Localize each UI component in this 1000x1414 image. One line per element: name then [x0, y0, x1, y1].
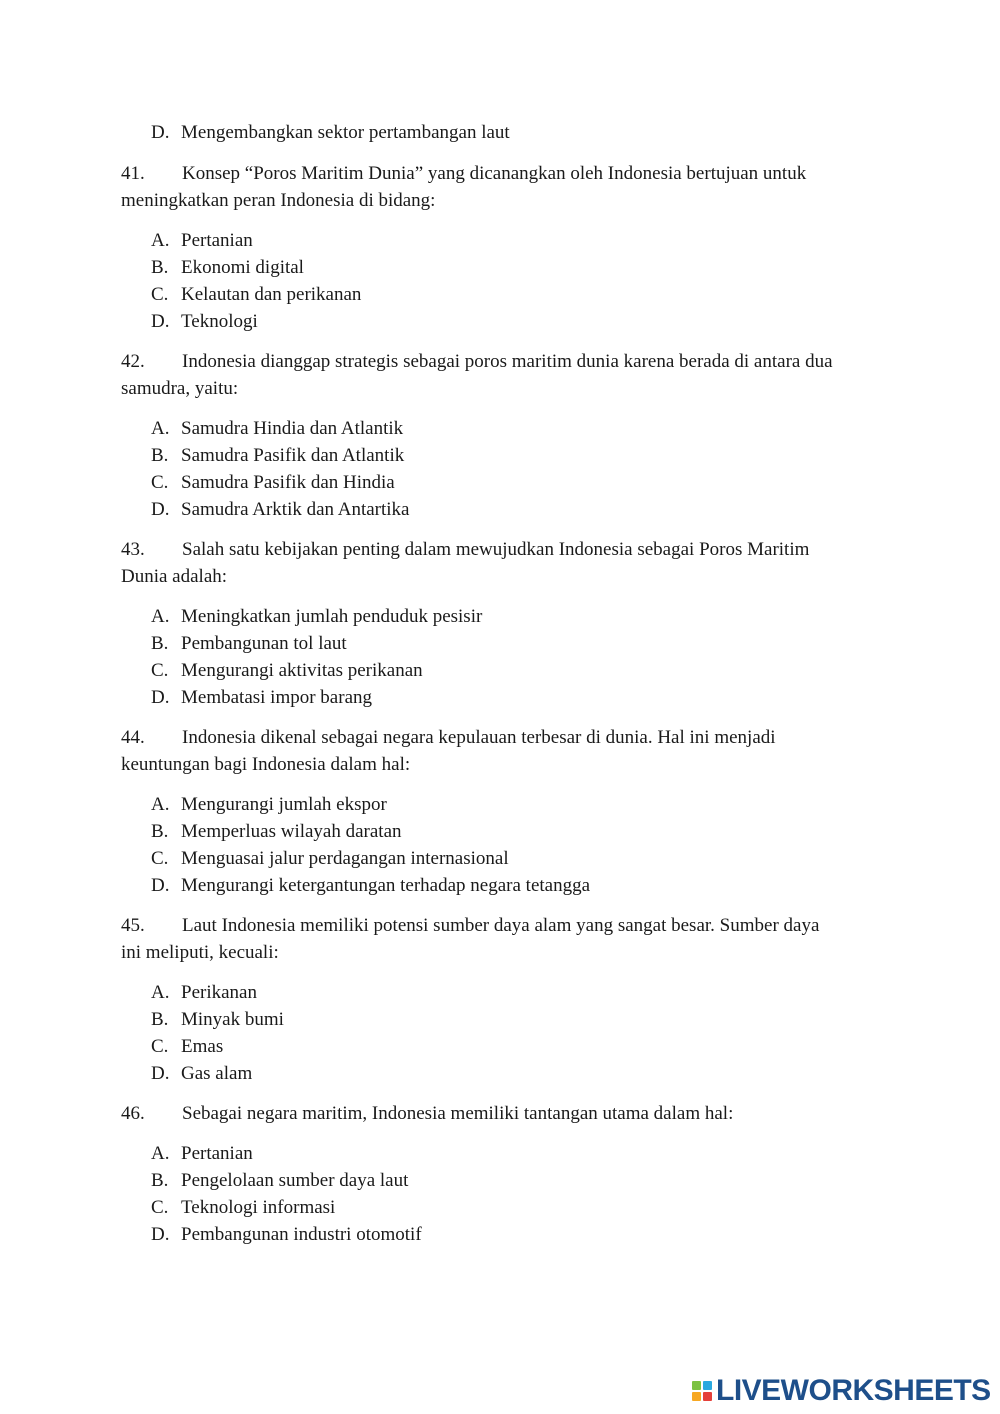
option-item [151, 982, 257, 1004]
option-letter: C. [151, 472, 169, 493]
option-text: Membatasi impor barang [181, 687, 373, 708]
question-text-line: keuntungan bagi Indonesia dalam hal: [121, 754, 411, 775]
option-text: Gas alam [181, 1063, 253, 1084]
option-item [151, 875, 590, 897]
option-text: Memperluas wilayah daratan [181, 821, 402, 842]
question-text-line: Konsep “Poros Maritim Dunia” yang dicanangkan oleh Indonesia bertujuan untuk [182, 163, 807, 184]
option-item [151, 445, 404, 467]
option-text: Mengurangi ketergantungan terhadap negara tetangga [181, 875, 591, 896]
option-letter: B. [151, 257, 169, 278]
option-letter: A. [151, 794, 170, 815]
option-text: Samudra Hindia dan Atlantik [181, 418, 404, 439]
question-number: 42. [121, 351, 145, 372]
option-letter: D. [151, 311, 170, 332]
option-text: Teknologi [181, 311, 258, 332]
question-44 [121, 724, 881, 778]
option-letter: A. [151, 982, 170, 1003]
option-item [151, 633, 347, 655]
option-letter: D. [151, 122, 170, 143]
question-text-line: Dunia adalah: [121, 566, 228, 587]
option-text: Pembangunan industri otomotif [181, 1224, 422, 1245]
option-text: Mengurangi aktivitas perikanan [181, 660, 423, 681]
option-letter: C. [151, 1197, 169, 1218]
option-letter: A. [151, 606, 170, 627]
question-42 [121, 348, 881, 402]
question-number: 41. [121, 163, 145, 184]
logo-square-icon [703, 1381, 712, 1390]
option-text: Pengelolaan sumber daya laut [181, 1170, 409, 1191]
option-text: Meningkatkan jumlah penduduk pesisir [181, 606, 483, 627]
option-text: Menguasai jalur perdagangan internasional [181, 848, 509, 869]
option-item [151, 660, 423, 682]
option-item [151, 606, 482, 628]
option-letter: D. [151, 687, 170, 708]
question-text-line: Indonesia dikenal sebagai negara kepulauan terbesar di dunia. Hal ini menjadi [182, 727, 776, 748]
option-item [151, 499, 409, 521]
option-letter: D. [151, 499, 170, 520]
option-text: Samudra Pasifik dan Atlantik [181, 445, 405, 466]
question-text-line: ini meliputi, kecuali: [121, 942, 279, 963]
question-text-line: meningkatkan peran Indonesia di bidang: [121, 190, 436, 211]
option-letter: B. [151, 445, 169, 466]
option-text: Kelautan dan perikanan [181, 284, 362, 305]
option-letter: B. [151, 1009, 169, 1030]
option-text: Perikanan [181, 982, 257, 1003]
option-text: Samudra Arktik dan Antartika [181, 499, 410, 520]
question-number: 45. [121, 915, 145, 936]
question-text-line: Laut Indonesia memiliki potensi sumber daya alam yang sangat besar. Sumber daya [182, 915, 820, 936]
option-item [151, 257, 304, 279]
option-item [151, 472, 395, 494]
option-item [151, 1170, 408, 1192]
logo-mark-icon [692, 1381, 712, 1401]
option-letter: C. [151, 848, 169, 869]
option-item [151, 1224, 422, 1246]
option-item [151, 687, 372, 709]
option-letter: C. [151, 660, 169, 681]
option-text: Minyak bumi [181, 1009, 284, 1030]
option-item [151, 848, 509, 870]
option-letter: D. [151, 1063, 170, 1084]
option-text: Samudra Pasifik dan Hindia [181, 472, 395, 493]
option-text: Teknologi informasi [181, 1197, 336, 1218]
option-text: Pembangunan tol laut [181, 633, 347, 654]
option-item [151, 794, 387, 816]
option-item [151, 1197, 335, 1219]
option-letter: A. [151, 418, 170, 439]
option-text: Pertanian [181, 230, 253, 251]
question-41 [121, 160, 881, 214]
question-text-line: Indonesia dianggap strategis sebagai poros maritim dunia karena berada di antara dua [182, 351, 833, 372]
logo-text: LIVEWORKSHEETS [716, 1374, 991, 1407]
option-item [151, 1009, 284, 1031]
question-45 [121, 912, 881, 966]
option-letter: D. [151, 1224, 170, 1245]
logo-square-icon [692, 1392, 701, 1401]
option-item [151, 122, 510, 144]
question-number: 44. [121, 727, 145, 748]
option-item [151, 1036, 223, 1058]
option-text: Emas [181, 1036, 224, 1057]
option-text: Mengurangi jumlah ekspor [181, 794, 387, 815]
liveworksheets-logo[interactable] [692, 1376, 991, 1406]
option-item [151, 284, 361, 306]
option-letter: B. [151, 1170, 169, 1191]
option-item [151, 1143, 253, 1165]
option-letter: B. [151, 821, 169, 842]
option-text: Ekonomi digital [181, 257, 304, 278]
question-number: 43. [121, 539, 145, 560]
question-number: 46. [121, 1103, 145, 1124]
question-46 [121, 1100, 881, 1127]
option-letter: C. [151, 284, 169, 305]
option-letter: A. [151, 230, 170, 251]
logo-square-icon [692, 1381, 701, 1390]
option-item [151, 230, 253, 252]
question-text-line: Salah satu kebijakan penting dalam mewujudkan Indonesia sebagai Poros Maritim [182, 539, 810, 560]
option-letter: B. [151, 633, 169, 654]
option-text: Pertanian [181, 1143, 253, 1164]
option-item [151, 311, 258, 333]
option-letter: C. [151, 1036, 169, 1057]
option-item [151, 821, 402, 843]
option-text: Mengembangkan sektor pertambangan laut [181, 122, 510, 143]
option-item [151, 418, 403, 440]
question-text-line: samudra, yaitu: [121, 378, 239, 399]
question-text-line: Sebagai negara maritim, Indonesia memiliki tantangan utama dalam hal: [182, 1103, 734, 1124]
logo-square-icon [703, 1392, 712, 1401]
option-letter: D. [151, 875, 170, 896]
option-letter: A. [151, 1143, 170, 1164]
option-item [151, 1063, 252, 1085]
question-43 [121, 536, 881, 590]
